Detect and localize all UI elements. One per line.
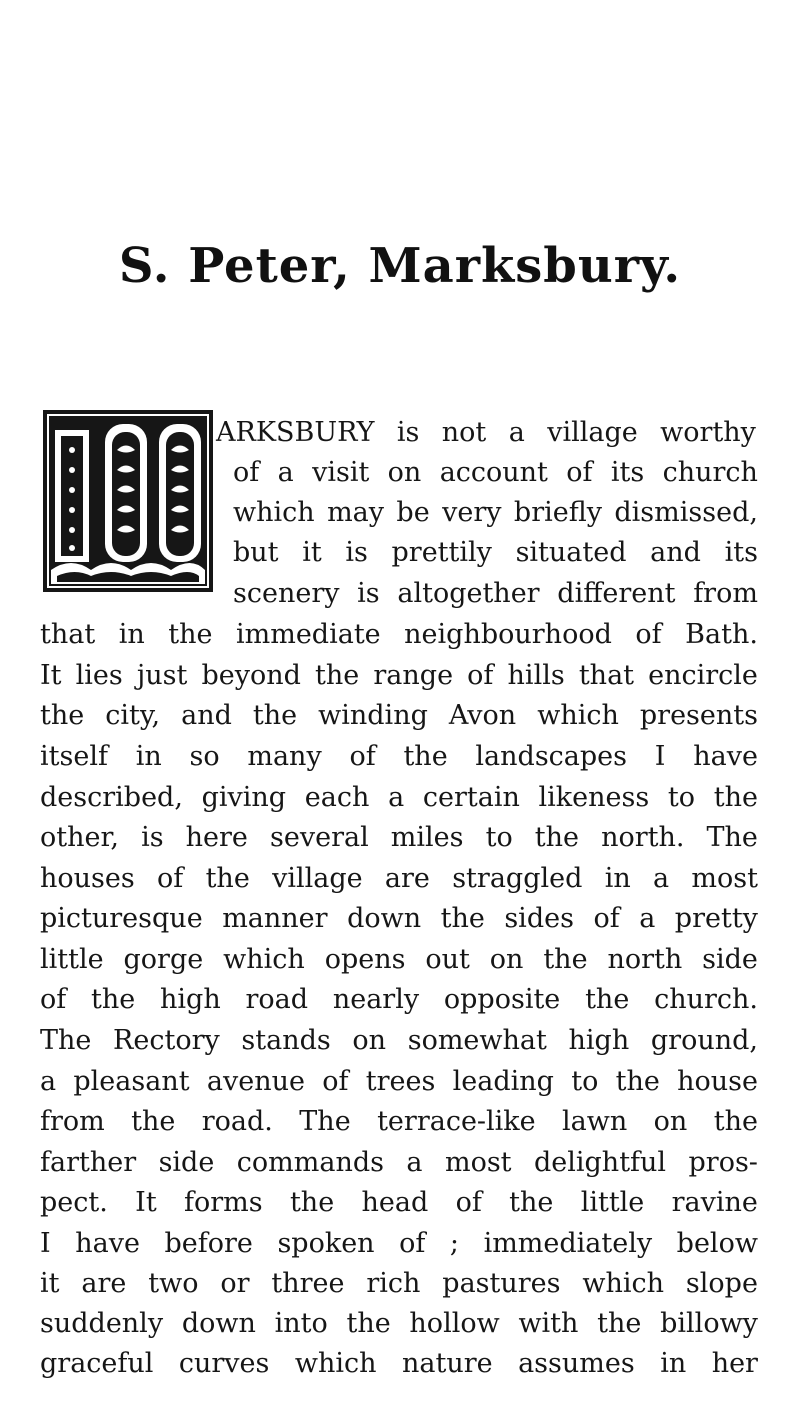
word: village <box>547 417 638 448</box>
word: in <box>118 619 145 650</box>
word: which <box>223 944 305 975</box>
word: hollow <box>409 1308 500 1339</box>
word: straggled <box>452 863 583 894</box>
word: manner <box>222 903 328 934</box>
word: The <box>40 1025 92 1056</box>
word: It <box>40 660 62 691</box>
word: on <box>352 1025 387 1056</box>
word: giving <box>201 782 287 813</box>
word: neighbourhood <box>404 619 612 650</box>
word: to <box>485 822 513 853</box>
text-line <box>40 940 758 980</box>
word: spoken <box>277 1228 375 1259</box>
word: Rectory <box>113 1025 220 1056</box>
word: a <box>277 457 294 488</box>
word: house <box>677 1066 758 1097</box>
word: the <box>713 782 758 813</box>
word: likeness <box>538 782 650 813</box>
word: The <box>299 1106 351 1137</box>
word: a <box>40 1066 57 1097</box>
word: just <box>136 660 188 691</box>
word: on <box>489 944 524 975</box>
word: village <box>272 863 363 894</box>
word: pleasant <box>73 1066 190 1097</box>
word: the <box>597 1308 642 1339</box>
word: is <box>357 578 380 609</box>
word: opposite <box>443 984 561 1015</box>
word: city, <box>105 700 161 731</box>
word: and <box>650 537 701 568</box>
word: the <box>713 1106 758 1137</box>
word: of <box>635 619 662 650</box>
word: curves <box>178 1348 270 1379</box>
word: which <box>582 1268 665 1299</box>
text-line <box>40 1183 758 1223</box>
word: in <box>660 1348 687 1379</box>
text-line <box>40 1102 758 1142</box>
text-line <box>40 1062 758 1102</box>
word: into <box>274 1308 328 1339</box>
word: scenery <box>233 578 340 609</box>
word: the <box>91 984 136 1015</box>
text-line <box>216 413 756 453</box>
word: in <box>604 863 631 894</box>
word: may <box>327 497 385 528</box>
word: of <box>593 903 620 934</box>
word: a <box>653 863 670 894</box>
word: gorge <box>123 944 204 975</box>
word: its <box>610 457 645 488</box>
word: houses <box>40 863 135 894</box>
word: stands <box>241 1025 331 1056</box>
word: somewhat <box>407 1025 547 1056</box>
word: have <box>75 1228 140 1259</box>
word: pretty <box>674 903 758 934</box>
word: dismissed, <box>614 497 758 528</box>
word: it <box>40 1268 60 1299</box>
word: church <box>662 457 758 488</box>
word: described, <box>40 782 183 813</box>
word: worthy <box>660 417 756 448</box>
word: the <box>168 619 213 650</box>
word: sides <box>504 903 574 934</box>
word: of <box>455 1187 482 1218</box>
word: The <box>706 822 758 853</box>
word: little <box>580 1187 645 1218</box>
word: a <box>508 417 525 448</box>
word: many <box>247 741 322 772</box>
word: encircle <box>648 660 758 691</box>
text-line <box>40 615 758 655</box>
word: leading <box>452 1066 554 1097</box>
text-line <box>40 859 758 899</box>
word: most <box>691 863 758 894</box>
word: ravine <box>671 1187 758 1218</box>
word: of <box>349 741 376 772</box>
word: road <box>245 984 309 1015</box>
word: the <box>252 700 298 731</box>
word: briefly <box>513 497 602 528</box>
word: the <box>440 903 485 934</box>
word: delightful <box>533 1147 667 1178</box>
word: lawn <box>562 1106 628 1137</box>
text-line <box>40 1021 758 1061</box>
word: or <box>220 1268 250 1299</box>
text-line <box>40 696 758 736</box>
word: very <box>442 497 502 528</box>
word: picturesque <box>40 903 203 934</box>
word: landscapes <box>475 741 628 772</box>
text-line <box>40 1304 758 1344</box>
word: before <box>164 1228 253 1259</box>
word: the <box>315 660 360 691</box>
word: a <box>388 782 405 813</box>
word: little <box>40 944 104 975</box>
word: of <box>399 1228 426 1259</box>
text-line <box>40 1264 758 1304</box>
word: which <box>233 497 315 528</box>
word: the <box>40 700 85 731</box>
word: range <box>373 660 454 691</box>
word: opens <box>324 944 406 975</box>
ornamental-m-icon <box>43 410 213 592</box>
word: north <box>607 944 683 975</box>
word: high <box>160 984 221 1015</box>
word: is <box>141 822 164 853</box>
word: winding <box>318 700 428 731</box>
word: situated <box>515 537 627 568</box>
word: commands <box>236 1147 384 1178</box>
word: are <box>81 1268 127 1299</box>
word: pros- <box>688 1147 758 1178</box>
word: prettily <box>391 537 492 568</box>
word: nearly <box>332 984 420 1015</box>
word: in <box>135 741 162 772</box>
word: of <box>467 660 494 691</box>
word: is <box>345 537 368 568</box>
word: account <box>439 457 548 488</box>
word: high <box>568 1025 630 1056</box>
word: to <box>571 1066 599 1097</box>
word: on <box>653 1106 688 1137</box>
word: slope <box>685 1268 758 1299</box>
word: I <box>40 1228 51 1259</box>
word: of <box>566 457 593 488</box>
text-line <box>233 493 758 533</box>
word: a <box>639 903 656 934</box>
word: trees <box>365 1066 436 1097</box>
word: down <box>347 903 422 934</box>
word: nature <box>401 1348 493 1379</box>
word: that <box>40 619 96 650</box>
word: I <box>654 741 666 772</box>
word: the <box>131 1106 176 1137</box>
text-line <box>40 1143 758 1183</box>
text-line <box>40 656 758 696</box>
word: road. <box>201 1106 273 1137</box>
word: assumes <box>518 1348 635 1379</box>
word: to <box>667 782 696 813</box>
word: certain <box>422 782 520 813</box>
word: graceful <box>40 1348 154 1379</box>
word: the <box>403 741 448 772</box>
word: billowy <box>660 1308 758 1339</box>
word: ARKSBURY <box>216 417 375 448</box>
word: below <box>676 1228 758 1259</box>
word: rich <box>366 1268 421 1299</box>
word: the <box>615 1066 660 1097</box>
word: of <box>233 457 260 488</box>
word: three <box>271 1268 345 1299</box>
text-line <box>40 737 758 777</box>
word: immediate <box>235 619 381 650</box>
word: but <box>233 537 279 568</box>
word: that <box>578 660 635 691</box>
word: most <box>444 1147 512 1178</box>
word: north. <box>601 822 685 853</box>
word: farther <box>40 1147 137 1178</box>
word: terrace-like <box>377 1106 536 1137</box>
word: which <box>294 1348 377 1379</box>
word: different <box>557 578 676 609</box>
text-line <box>40 980 758 1020</box>
word: so <box>189 741 220 772</box>
word: have <box>693 741 758 772</box>
word: Bath. <box>685 619 758 650</box>
word: miles <box>390 822 464 853</box>
word: itself <box>40 741 108 772</box>
word: her <box>711 1348 758 1379</box>
text-line <box>40 778 758 818</box>
word: the <box>585 984 630 1015</box>
word: forms <box>184 1187 263 1218</box>
word: and <box>181 700 232 731</box>
word: two <box>148 1268 199 1299</box>
word: altogether <box>397 578 540 609</box>
word: of <box>40 984 67 1015</box>
word: it <box>302 537 322 568</box>
word: is <box>396 417 420 448</box>
word: church. <box>654 984 758 1015</box>
word: side <box>158 1147 215 1178</box>
word: lies <box>75 660 123 691</box>
text-line <box>40 818 758 858</box>
word: its <box>724 537 758 568</box>
word: which <box>537 700 619 731</box>
word: with <box>518 1308 579 1339</box>
word: the <box>346 1308 391 1339</box>
word: from <box>40 1106 105 1137</box>
word: from <box>693 578 758 609</box>
text-line <box>40 899 758 939</box>
word: avenue <box>206 1066 305 1097</box>
word: Avon <box>448 700 517 731</box>
word: side <box>702 944 758 975</box>
text-line <box>40 1224 758 1264</box>
word: immediately <box>483 1228 653 1259</box>
word: ; <box>449 1228 460 1259</box>
word: other, <box>40 822 119 853</box>
word: are <box>384 863 430 894</box>
word: the <box>205 863 250 894</box>
word: head <box>361 1187 429 1218</box>
word: It <box>135 1187 157 1218</box>
text-line <box>40 1344 758 1384</box>
word: the <box>534 822 579 853</box>
word: a <box>406 1147 423 1178</box>
page-title: S. Peter, Marksbury. <box>118 238 682 294</box>
word: the <box>509 1187 554 1218</box>
word: pastures <box>442 1268 561 1299</box>
word: pect. <box>40 1187 108 1218</box>
text-line <box>233 574 758 614</box>
text-line <box>233 453 758 493</box>
word: several <box>270 822 369 853</box>
word: not <box>441 417 487 448</box>
word: here <box>185 822 248 853</box>
word: down <box>181 1308 256 1339</box>
word: suddenly <box>40 1308 164 1339</box>
text-line <box>233 533 758 573</box>
word: out <box>425 944 470 975</box>
word: of <box>157 863 184 894</box>
drop-cap-initial <box>43 410 213 592</box>
word: be <box>396 497 430 528</box>
word: each <box>304 782 370 813</box>
word: beyond <box>201 660 301 691</box>
word: presents <box>639 700 758 731</box>
word: the <box>289 1187 335 1218</box>
word: of <box>322 1066 349 1097</box>
word: the <box>543 944 588 975</box>
word: hills <box>507 660 565 691</box>
word: on <box>387 457 422 488</box>
word: ground, <box>650 1025 758 1056</box>
word: visit <box>312 457 370 488</box>
